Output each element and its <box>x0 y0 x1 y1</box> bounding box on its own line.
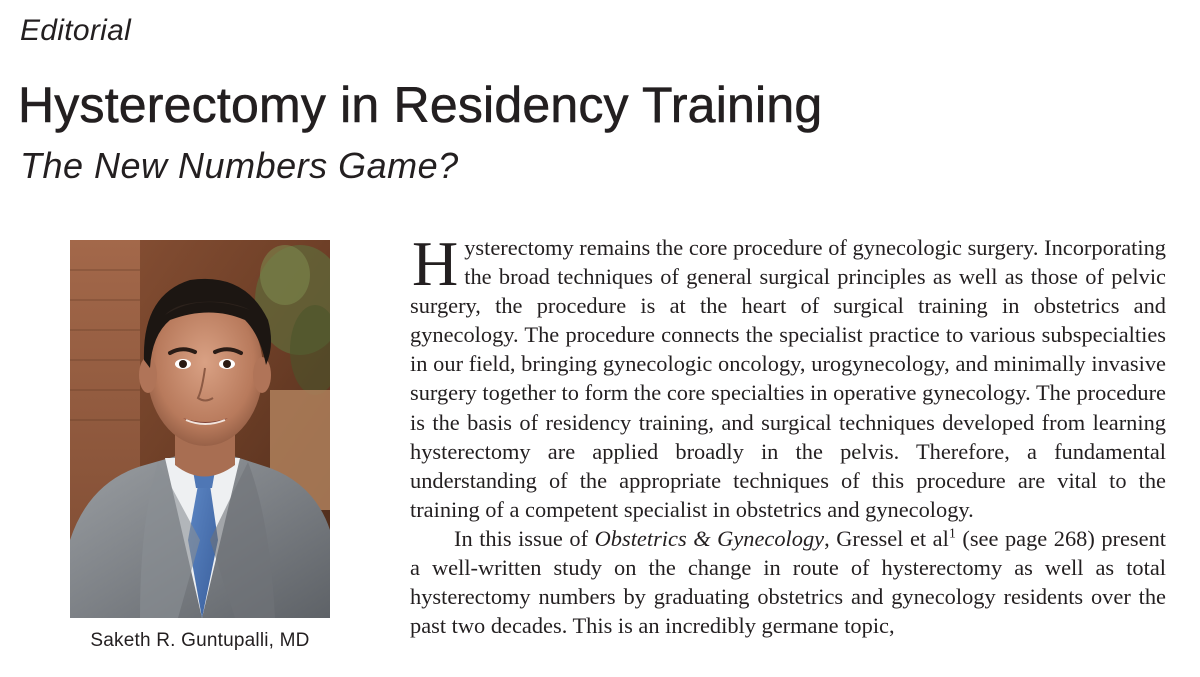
drop-cap: H <box>412 228 459 299</box>
author-photo <box>70 240 330 618</box>
reference-marker: 1 <box>948 526 956 542</box>
paragraph-2 <box>410 524 1166 640</box>
article-subtitle: The New Numbers Game? <box>20 145 459 186</box>
section-label: Editorial <box>20 14 132 47</box>
author-caption: Saketh R. Guntupalli, MD <box>90 630 310 651</box>
article-title: Hysterectomy in Residency Training <box>18 77 823 133</box>
paragraph-2-authors: , Gressel et al <box>824 525 949 551</box>
journal-name: Obstetrics & Gynecology <box>594 525 825 551</box>
paragraph-2-lead: In this issue of <box>454 525 595 551</box>
paragraph-1-text: ysterectomy remains the core procedure of gynecologic surgery. Incorporating the broad techniques of general surgical principles as well as those of pelvic surgery, the procedure is at the heart of surgical training in obstetrics and gynecology. The procedure connects the specialist practice to various subspecialties in our field, bringing gynecologic oncology, urogynecology, and minimally invasive surgery together to form the core specialties in operative gynecology. The procedure is the basis of residency training, and surgical techniques developed from learning hysterectomy are applied broadly in the pelvis. Therefore, a fundamental understanding of the appropriate techniques of this procedure are vital to the training of a competent specialist in obstetrics and gynecology. <box>410 235 1166 522</box>
author-portrait-illustration <box>70 240 330 618</box>
paragraph-1 <box>410 228 1166 524</box>
article-body <box>410 228 1167 640</box>
paragraph-2-text: (see page 268) present a well-written study on the change in route of hysterectomy as well as total hysterectomy numbers by graduating obstetrics and gynecology residents over the past two decades. This is an incredibly germane topic, <box>410 525 1167 639</box>
